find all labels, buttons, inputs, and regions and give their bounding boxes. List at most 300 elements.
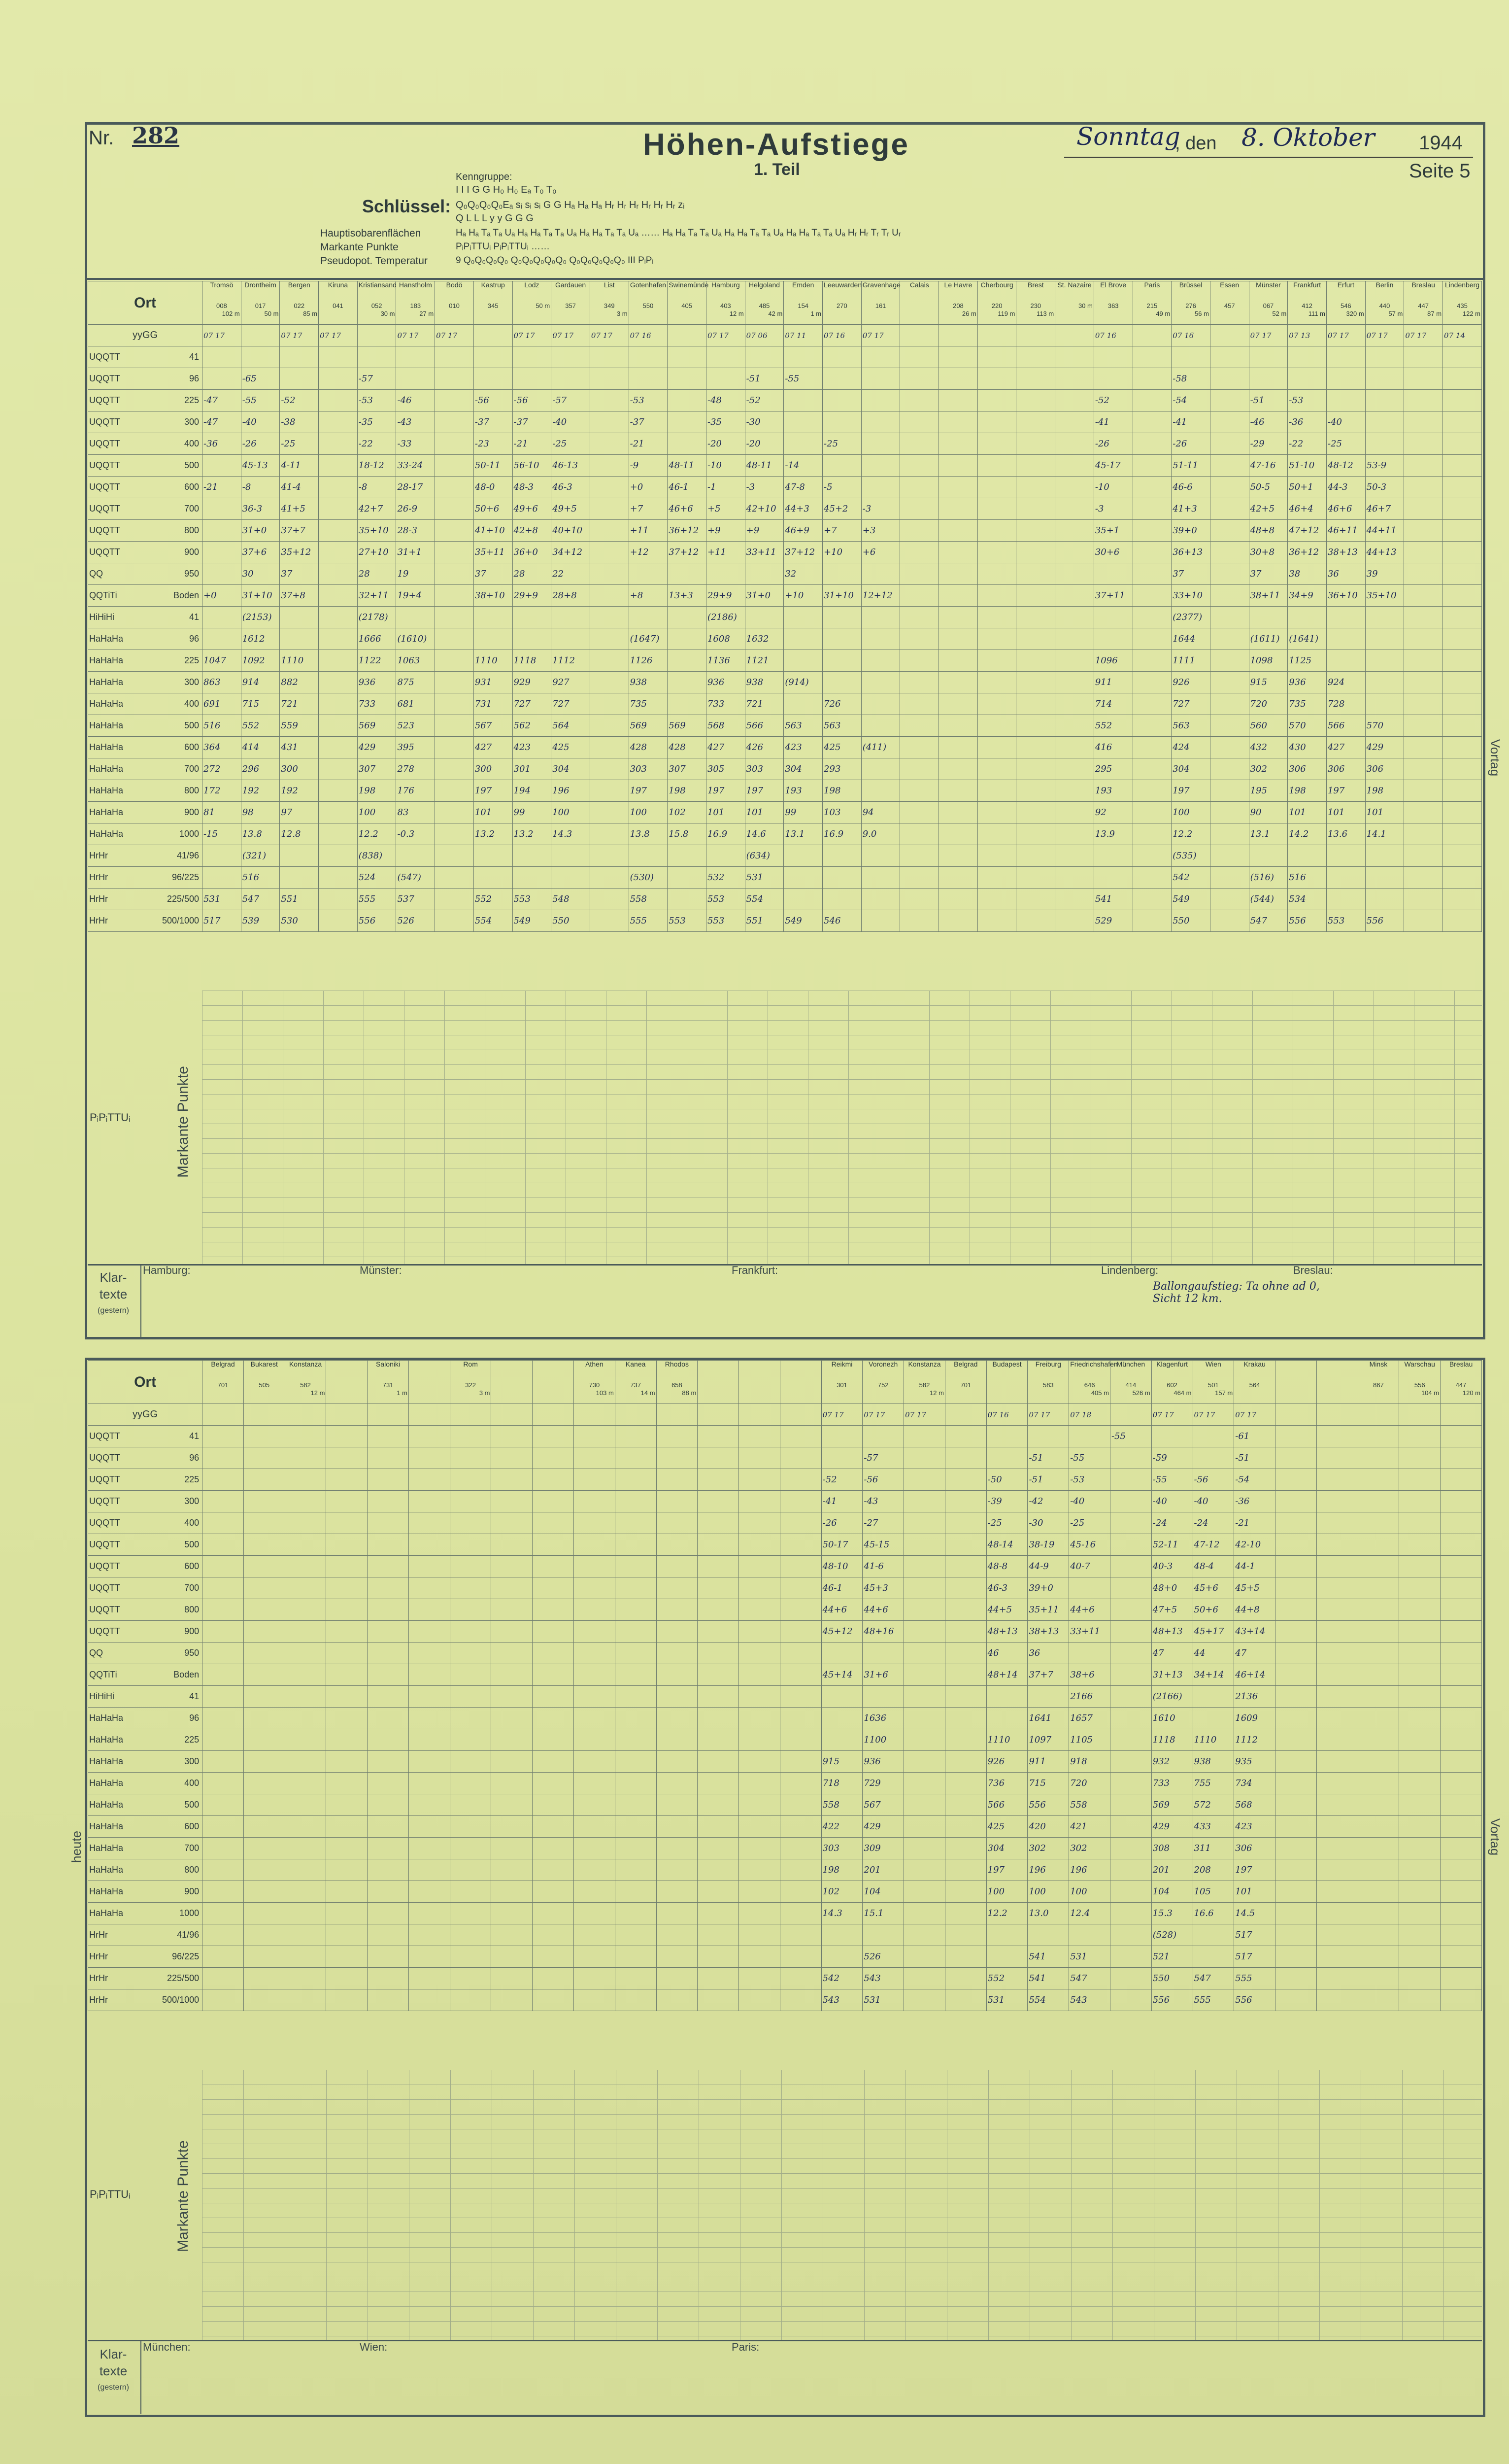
obs-cell xyxy=(435,845,474,867)
level-value: 41 xyxy=(189,1691,200,1701)
obs-cell: 37 xyxy=(280,563,319,585)
obs-cell xyxy=(408,1794,450,1816)
obs-cell xyxy=(656,1556,698,1577)
obs-cell: 90 xyxy=(1249,802,1288,823)
obs-cell xyxy=(1133,498,1172,520)
level-row xyxy=(88,1989,1482,2011)
yygg-cell xyxy=(945,1404,986,1426)
obs-cell: 1110 xyxy=(1193,1729,1234,1751)
obs-cell: 46-1 xyxy=(821,1577,863,1599)
obs-cell: 44+8 xyxy=(1234,1599,1275,1621)
obs-cell xyxy=(1443,455,1482,477)
obs-cell xyxy=(939,758,978,780)
obs-cell xyxy=(945,1838,986,1859)
obs-cell xyxy=(408,1751,450,1773)
obs-cell xyxy=(590,737,629,758)
obs-cell xyxy=(1133,628,1172,650)
obs-cell: 14.2 xyxy=(1288,823,1327,845)
obs-cell xyxy=(739,1903,780,1924)
obs-cell xyxy=(904,1838,945,1859)
obs-cell xyxy=(574,1946,615,1968)
obs-cell xyxy=(1055,585,1094,607)
level-value: 500 xyxy=(184,720,200,730)
obs-cell xyxy=(861,715,900,737)
obs-cell: 192 xyxy=(241,780,280,802)
obs-cell xyxy=(904,1686,945,1708)
station-kennziffer: 556 xyxy=(1414,1381,1425,1389)
obs-cell xyxy=(706,346,745,368)
obs-cell xyxy=(368,1816,409,1838)
obs-cell: -15 xyxy=(202,823,241,845)
obs-cell xyxy=(739,1643,780,1664)
level-value: 96 xyxy=(189,1713,200,1723)
level-key: QQTiTi xyxy=(89,1670,117,1679)
obs-cell: 198 xyxy=(1288,780,1327,802)
obs-cell xyxy=(368,1708,409,1729)
obs-cell xyxy=(861,411,900,433)
obs-cell: -55 xyxy=(784,368,823,390)
obs-cell xyxy=(574,1469,615,1491)
obs-cell xyxy=(450,1512,491,1534)
obs-cell: -8 xyxy=(241,477,280,498)
obs-cell xyxy=(668,867,706,889)
obs-cell xyxy=(1016,498,1055,520)
obs-cell xyxy=(491,1946,533,1968)
obs-cell: 48-12 xyxy=(1326,455,1365,477)
obs-cell xyxy=(435,758,474,780)
obs-cell xyxy=(698,1751,739,1773)
obs-cell: 567 xyxy=(473,715,512,737)
obs-cell: 13.2 xyxy=(512,823,551,845)
yygg-cell: 07 06 xyxy=(745,325,784,346)
obs-cell xyxy=(1210,715,1249,737)
obs-cell xyxy=(861,672,900,693)
obs-cell xyxy=(396,607,435,628)
station-bot-8 xyxy=(533,1361,574,1404)
obs-cell xyxy=(904,1903,945,1924)
obs-cell xyxy=(1249,346,1288,368)
station-name: Voronezh xyxy=(869,1360,898,1368)
obs-cell: -0.3 xyxy=(396,823,435,845)
obs-cell: (2186) xyxy=(706,607,745,628)
level-value: 41 xyxy=(189,612,200,622)
level-value: 225 xyxy=(184,1735,200,1745)
obs-cell xyxy=(698,1924,739,1946)
level-label xyxy=(88,607,202,628)
obs-cell: 423 xyxy=(1234,1816,1275,1838)
obs-cell xyxy=(900,910,939,932)
obs-cell: -21 xyxy=(629,433,668,455)
level-row xyxy=(88,433,1482,455)
obs-cell: 936 xyxy=(706,672,745,693)
obs-cell xyxy=(977,498,1016,520)
obs-cell: 433 xyxy=(1193,1816,1234,1838)
obs-cell xyxy=(823,650,862,672)
obs-cell xyxy=(1028,1686,1069,1708)
obs-cell xyxy=(574,1838,615,1859)
obs-cell xyxy=(1055,477,1094,498)
obs-cell xyxy=(739,1729,780,1751)
obs-cell: 532 xyxy=(706,867,745,889)
obs-cell xyxy=(945,1447,986,1469)
obs-cell: -35 xyxy=(357,411,396,433)
obs-cell xyxy=(574,1664,615,1686)
obs-cell: 563 xyxy=(784,715,823,737)
obs-cell xyxy=(368,1534,409,1556)
obs-cell xyxy=(1275,1491,1317,1512)
station-height: 57 m xyxy=(1388,310,1403,317)
obs-cell xyxy=(900,715,939,737)
obs-cell xyxy=(368,1577,409,1599)
obs-cell xyxy=(668,650,706,672)
obs-cell: 13.8 xyxy=(629,823,668,845)
obs-cell: -25 xyxy=(551,433,590,455)
station-kennziffer: 435 xyxy=(1457,302,1468,309)
obs-cell xyxy=(1133,650,1172,672)
obs-cell: 553 xyxy=(706,889,745,910)
obs-cell: 431 xyxy=(280,737,319,758)
obs-cell xyxy=(408,1903,450,1924)
level-key: HaHaHa xyxy=(89,1713,124,1723)
level-label xyxy=(88,867,202,889)
level-label xyxy=(88,780,202,802)
obs-cell: 1609 xyxy=(1234,1708,1275,1729)
obs-cell: 915 xyxy=(1249,672,1288,693)
obs-cell: 1112 xyxy=(551,650,590,672)
obs-cell: 104 xyxy=(863,1881,904,1903)
obs-cell xyxy=(202,1621,244,1643)
obs-cell: 543 xyxy=(1069,1989,1110,2011)
obs-cell xyxy=(473,368,512,390)
level-value: Boden xyxy=(173,1670,200,1679)
station-height: 88 m xyxy=(682,1389,697,1397)
level-label xyxy=(88,455,202,477)
level-row xyxy=(88,823,1482,845)
yygg-cell: 07 17 xyxy=(1249,325,1288,346)
level-key: HrHr xyxy=(89,1930,108,1940)
obs-cell xyxy=(319,802,358,823)
obs-cell xyxy=(202,563,241,585)
date-label: , den xyxy=(1175,133,1217,154)
obs-cell xyxy=(368,1773,409,1794)
obs-cell xyxy=(491,1556,533,1577)
obs-cell: 195 xyxy=(1249,780,1288,802)
obs-cell: 36 xyxy=(1028,1643,1069,1664)
level-key: UQQTT xyxy=(89,1583,120,1593)
obs-cell xyxy=(1404,411,1443,433)
level-row xyxy=(88,1816,1482,1838)
station-height: 30 m xyxy=(380,310,395,317)
station-bot-17 xyxy=(904,1361,945,1404)
obs-cell: -27 xyxy=(863,1512,904,1534)
station-kennziffer: 215 xyxy=(1146,302,1158,309)
klar-b2: texte xyxy=(99,2363,128,2378)
obs-cell xyxy=(739,1859,780,1881)
station-bot-12 xyxy=(698,1361,739,1404)
obs-cell xyxy=(1316,1751,1358,1773)
station-bot-11 xyxy=(656,1361,698,1404)
obs-cell xyxy=(1365,368,1404,390)
obs-cell xyxy=(939,390,978,411)
obs-cell xyxy=(1133,433,1172,455)
level-label xyxy=(88,1686,202,1708)
obs-cell xyxy=(1133,715,1172,737)
level-row xyxy=(88,1859,1482,1881)
obs-cell: 197 xyxy=(629,780,668,802)
obs-cell xyxy=(1069,1924,1110,1946)
obs-cell: 94 xyxy=(861,802,900,823)
obs-cell xyxy=(823,563,862,585)
level-value: 225/500 xyxy=(167,1973,200,1983)
obs-cell: -40 xyxy=(1151,1491,1193,1512)
level-row xyxy=(88,1426,1482,1447)
obs-cell xyxy=(1210,867,1249,889)
obs-cell xyxy=(435,910,474,932)
level-label xyxy=(88,650,202,672)
obs-cell xyxy=(491,1989,533,2011)
level-key: HiHiHi xyxy=(89,1691,114,1701)
obs-cell xyxy=(1404,477,1443,498)
obs-cell xyxy=(319,346,358,368)
level-row xyxy=(88,650,1482,672)
level-label xyxy=(88,1924,202,1946)
obs-cell xyxy=(945,1469,986,1491)
obs-cell: 1612 xyxy=(241,628,280,650)
obs-cell: 303 xyxy=(821,1838,863,1859)
level-row xyxy=(88,1512,1482,1534)
obs-cell: (530) xyxy=(629,867,668,889)
obs-cell xyxy=(706,368,745,390)
level-row xyxy=(88,845,1482,867)
obs-cell xyxy=(1016,737,1055,758)
obs-cell: 715 xyxy=(1028,1773,1069,1794)
obs-cell xyxy=(368,1794,409,1816)
obs-cell xyxy=(1110,1989,1151,2011)
obs-cell xyxy=(945,1968,986,1989)
city-lindenberg: Lindenberg: xyxy=(1101,1264,1159,1276)
obs-cell xyxy=(590,910,629,932)
obs-cell xyxy=(408,1556,450,1577)
obs-cell xyxy=(1210,823,1249,845)
level-key: HaHaHa xyxy=(89,634,124,644)
yygg-cell xyxy=(615,1404,656,1426)
obs-cell xyxy=(1016,563,1055,585)
station-top-23 xyxy=(1094,281,1133,325)
obs-cell xyxy=(450,1447,491,1469)
obs-cell xyxy=(1210,477,1249,498)
obs-cell: 424 xyxy=(1172,737,1210,758)
yygg-cell xyxy=(241,325,280,346)
obs-cell xyxy=(739,1621,780,1643)
obs-cell xyxy=(1441,1556,1482,1577)
obs-cell xyxy=(435,607,474,628)
obs-cell xyxy=(202,498,241,520)
level-key: HrHr xyxy=(89,851,108,860)
obs-cell xyxy=(1316,1512,1358,1534)
obs-cell xyxy=(1316,1491,1358,1512)
station-name: Lindenberg xyxy=(1444,281,1480,289)
obs-cell xyxy=(533,1643,574,1664)
obs-cell xyxy=(1110,1621,1151,1643)
obs-cell xyxy=(861,910,900,932)
obs-cell xyxy=(368,1469,409,1491)
obs-cell: -25 xyxy=(1069,1512,1110,1534)
obs-cell: -51 xyxy=(745,368,784,390)
obs-cell xyxy=(939,346,978,368)
yygg-cell: 07 17 xyxy=(280,325,319,346)
obs-cell xyxy=(1316,1903,1358,1924)
obs-cell: 296 xyxy=(241,758,280,780)
obs-cell: 307 xyxy=(668,758,706,780)
obs-cell xyxy=(1316,1968,1358,1989)
obs-cell: 427 xyxy=(473,737,512,758)
obs-cell xyxy=(326,1729,368,1751)
obs-cell xyxy=(739,1599,780,1621)
obs-cell: -51 xyxy=(1028,1469,1069,1491)
level-row xyxy=(88,1686,1482,1708)
obs-cell xyxy=(243,1599,285,1621)
station-kennziffer: 701 xyxy=(960,1381,972,1389)
level-value: 800 xyxy=(184,786,200,795)
level-key: HaHaHa xyxy=(89,1800,124,1810)
obs-cell xyxy=(450,1773,491,1794)
yygg-cell xyxy=(326,1404,368,1426)
level-row xyxy=(88,780,1482,802)
obs-cell: 37+6 xyxy=(241,542,280,563)
obs-cell xyxy=(533,1512,574,1534)
obs-cell xyxy=(1316,1643,1358,1664)
obs-cell: 414 xyxy=(241,737,280,758)
obs-cell xyxy=(1055,845,1094,867)
obs-cell: 272 xyxy=(202,758,241,780)
obs-cell xyxy=(1326,845,1365,867)
obs-cell xyxy=(615,1773,656,1794)
obs-cell xyxy=(1441,1621,1482,1643)
hauptisobaren-label: Hauptisobarenflächen xyxy=(320,228,421,239)
obs-cell: +11 xyxy=(629,520,668,542)
obs-cell xyxy=(326,1838,368,1859)
level-label xyxy=(88,433,202,455)
obs-cell: 36+12 xyxy=(1288,542,1327,563)
obs-cell xyxy=(977,845,1016,867)
obs-cell xyxy=(551,628,590,650)
obs-cell: 938 xyxy=(629,672,668,693)
level-value: 700 xyxy=(184,1843,200,1853)
level-row xyxy=(88,1491,1482,1512)
obs-cell xyxy=(900,455,939,477)
obs-cell: 936 xyxy=(357,672,396,693)
obs-cell xyxy=(945,1556,986,1577)
obs-cell: 194 xyxy=(512,780,551,802)
obs-cell xyxy=(202,1794,244,1816)
obs-cell: 100 xyxy=(1028,1881,1069,1903)
obs-cell xyxy=(784,607,823,628)
obs-cell: 563 xyxy=(1172,715,1210,737)
level-value: 500/1000 xyxy=(162,1995,200,2005)
obs-cell xyxy=(450,1708,491,1729)
obs-cell xyxy=(739,1534,780,1556)
obs-cell xyxy=(706,563,745,585)
obs-cell: 302 xyxy=(1028,1838,1069,1859)
obs-cell xyxy=(1110,1773,1151,1794)
obs-cell xyxy=(780,1469,821,1491)
obs-cell: -52 xyxy=(280,390,319,411)
obs-cell xyxy=(1358,1686,1399,1708)
station-kennziffer: 052 xyxy=(371,302,382,309)
obs-cell: 1122 xyxy=(357,650,396,672)
obs-cell xyxy=(1404,650,1443,672)
obs-cell xyxy=(533,1599,574,1621)
obs-cell xyxy=(408,1838,450,1859)
obs-cell: 552 xyxy=(1094,715,1133,737)
obs-cell: 531 xyxy=(1069,1946,1110,1968)
obs-cell: 926 xyxy=(1172,672,1210,693)
obs-cell: 44+6 xyxy=(821,1599,863,1621)
klartext-label-top xyxy=(89,1269,138,1319)
obs-cell xyxy=(285,1946,326,1968)
obs-cell xyxy=(939,477,978,498)
station-name: Rom xyxy=(463,1360,478,1368)
obs-cell xyxy=(698,1859,739,1881)
obs-cell xyxy=(900,823,939,845)
obs-cell xyxy=(1110,1534,1151,1556)
obs-cell: 30+6 xyxy=(1094,542,1133,563)
obs-cell: (1641) xyxy=(1288,628,1327,650)
obs-cell xyxy=(396,845,435,867)
level-label xyxy=(88,693,202,715)
obs-cell xyxy=(900,477,939,498)
obs-cell xyxy=(1441,1686,1482,1708)
obs-cell: 1110 xyxy=(473,650,512,672)
obs-cell xyxy=(821,1643,863,1664)
obs-cell: 100 xyxy=(1172,802,1210,823)
obs-cell xyxy=(986,1686,1028,1708)
obs-cell xyxy=(319,823,358,845)
obs-cell: 1632 xyxy=(745,628,784,650)
obs-cell xyxy=(1404,607,1443,628)
obs-cell xyxy=(450,1859,491,1881)
yygg-cell: 07 17 xyxy=(1326,325,1365,346)
obs-cell xyxy=(473,607,512,628)
obs-cell xyxy=(1441,1491,1482,1512)
station-kennziffer: 414 xyxy=(1125,1381,1137,1389)
obs-cell xyxy=(285,1794,326,1816)
obs-cell: 278 xyxy=(396,758,435,780)
obs-cell xyxy=(450,1751,491,1773)
station-top-19 xyxy=(939,281,978,325)
obs-cell xyxy=(319,520,358,542)
obs-cell: 97 xyxy=(280,802,319,823)
obs-cell: 554 xyxy=(745,889,784,910)
obs-cell: 28 xyxy=(357,563,396,585)
obs-cell xyxy=(821,1924,863,1946)
obs-cell: -40 xyxy=(1326,411,1365,433)
obs-cell xyxy=(615,1816,656,1838)
obs-cell xyxy=(512,346,551,368)
obs-cell: 30 xyxy=(241,563,280,585)
obs-cell xyxy=(1110,1469,1151,1491)
station-height: 157 m xyxy=(1215,1389,1233,1397)
level-label xyxy=(88,628,202,650)
obs-cell xyxy=(243,1903,285,1924)
station-name xyxy=(410,1361,449,1381)
station-kennziffer: 546 xyxy=(1340,302,1351,309)
yygg-cell xyxy=(1133,325,1172,346)
obs-cell xyxy=(368,1838,409,1859)
obs-cell xyxy=(821,1426,863,1447)
level-value: 800 xyxy=(184,1865,200,1875)
obs-cell xyxy=(533,1859,574,1881)
